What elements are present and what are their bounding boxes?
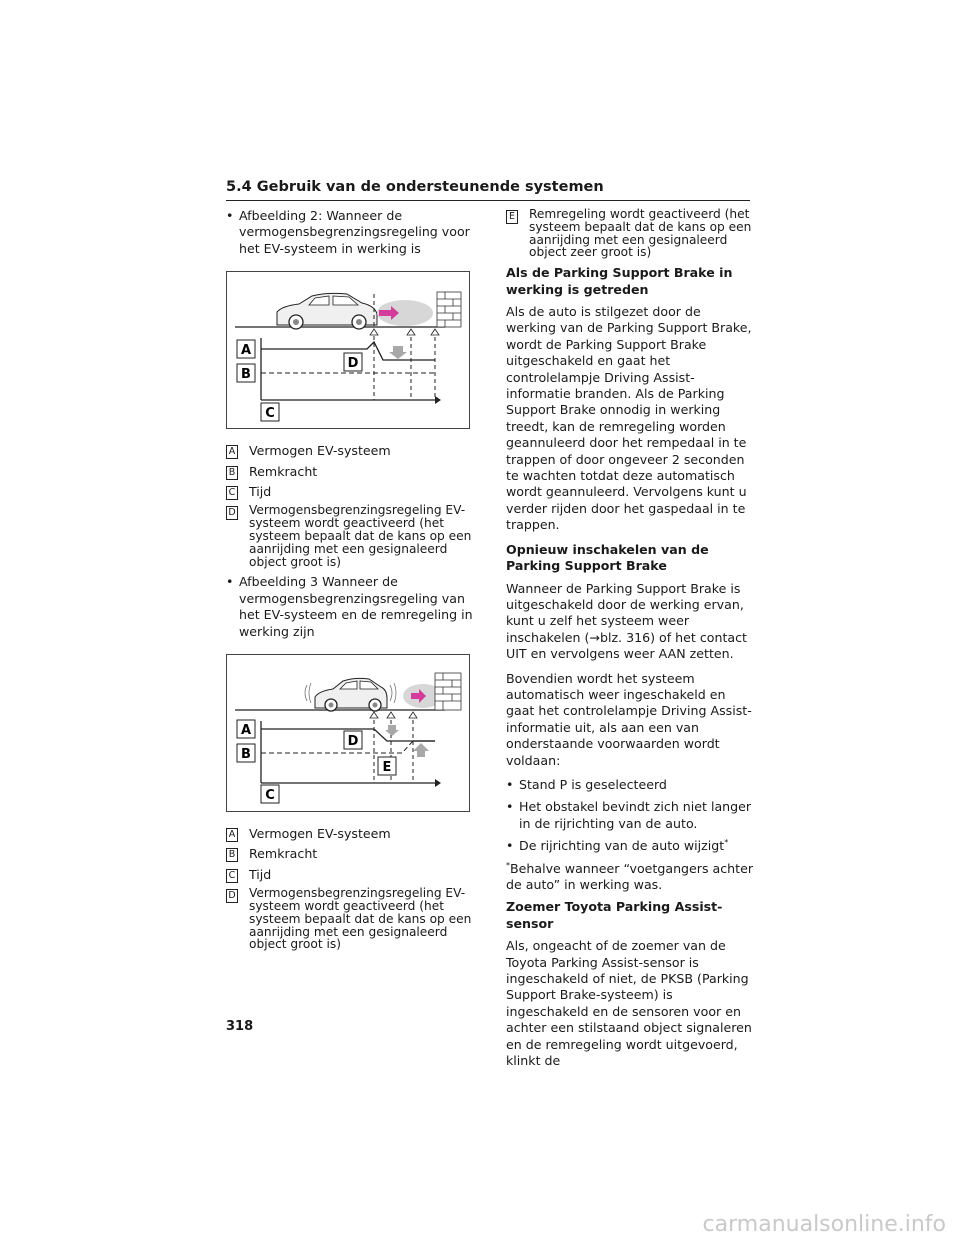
- list-item: • De rijrichting van de auto wijzigt*: [506, 838, 729, 854]
- bullet-icon: •: [506, 776, 514, 792]
- wall-icon: [437, 292, 461, 327]
- footnote: *Behalve wanneer “voetgangers achter de auto” in werking was.: [506, 860, 754, 892]
- svg-text:D: D: [347, 734, 359, 750]
- svg-text:D: D: [347, 356, 359, 372]
- watermark: carmanualsonline.info: [702, 1212, 946, 1237]
- label-b: [237, 744, 255, 762]
- svg-text:A: A: [240, 723, 252, 739]
- right-column: [506, 208, 754, 1077]
- left-column: [226, 208, 474, 955]
- legend-item: B Remkracht: [226, 846, 474, 862]
- legend-item: E Remregeling wordt geactiveerd (het systeem bepaalt dat de kans op een aanrijding met een gesignaleerd object zeer groot is): [506, 208, 754, 259]
- label-a: [237, 340, 255, 358]
- legend-figure-3: [226, 826, 474, 951]
- label-a: [237, 720, 255, 738]
- list-item: • Stand P is geselecteerd: [506, 776, 667, 792]
- paragraph: Bovendien wordt het systeem automatisch weer ingeschakeld en gaat het controlelampje Driving Assist-informatie uit, als aan een van onderstaande voorwaarden wordt voldaan:: [506, 670, 752, 768]
- legend-item: D Vermogensbegrenzingsregeling EV-systeem wordt geactiveerd (het systeem bepaalt dat de kans op een aanrijding met een gesignaleerd object groot is): [226, 887, 474, 951]
- section-heading: Zoemer Toyota Parking Assist-sensor: [506, 899, 723, 931]
- paragraph: Wanneer de Parking Support Brake is uitgeschakeld door de werking ervan, kunt u zelf het systeem weer inschakelen (→blz. 316) of het contact UIT en vervolgens weer AAN zetten.: [506, 580, 747, 662]
- car-icon: [277, 294, 377, 330]
- list-item: • Afbeelding 3 Wanneer de vermogensbegrenzingsregeling van het EV-systeem en de remregeling in werking zijn: [226, 574, 473, 639]
- wall-icon: [435, 673, 461, 710]
- footnote-marker: *: [724, 838, 729, 847]
- figure-3-diagram: [226, 654, 470, 812]
- svg-text:A: A: [240, 343, 252, 359]
- page-number: 318: [226, 1019, 254, 1034]
- list-item: • Afbeelding 2: Wanneer de vermogensbegrenzingsregeling voor het EV-systeem in werking is: [226, 208, 470, 256]
- section-header: 5.4 Gebruik van de ondersteunende systemen: [226, 178, 750, 201]
- legend-item: D Vermogensbegrenzingsregeling EV-systeem wordt geactiveerd (het systeem bepaalt dat de kans op een aanrijding met een gesignaleerd object groot is): [226, 504, 474, 568]
- up-arrow-icon: [413, 743, 429, 757]
- legend-item: C Tijd: [226, 484, 474, 500]
- list-item: • Het obstakel bevindt zich niet langer in de rijrichting van de auto.: [506, 799, 752, 831]
- svg-text:B: B: [241, 747, 251, 763]
- figure-2-diagram: [226, 271, 470, 429]
- svg-text:C: C: [265, 406, 275, 422]
- legend-item: A Vermogen EV-systeem: [226, 826, 474, 842]
- label-d: [344, 353, 362, 371]
- bullet-icon: •: [506, 799, 514, 815]
- bullet-icon: •: [226, 574, 234, 590]
- svg-text:C: C: [265, 788, 275, 804]
- paragraph: Als de auto is stilgezet door de werking van de Parking Support Brake, wordt de Parking Support Brake uitgeschakeld en gaat het controlelampje Driving Assist-informatie branden. Als de Parking Support Brake onnodig in werking treedt, kan de remregeling worden geannuleerd door het rempedaal in te trappen of door ongeveer 2 seconden te wachten totdat deze automatisch wordt geannuleerd. Vervolgens kunt u verder rijden door het gaspedaal in te trappen.: [506, 304, 752, 533]
- label-b: [237, 364, 255, 382]
- legend-item: B Remkracht: [226, 464, 474, 480]
- svg-text:B: B: [241, 367, 251, 383]
- label-c: [261, 403, 279, 421]
- car-icon: [315, 678, 387, 711]
- legend-item: A Vermogen EV-systeem: [226, 443, 474, 459]
- section-heading: Als de Parking Support Brake in werking is getreden: [506, 265, 733, 297]
- svg-text:E: E: [382, 760, 392, 776]
- down-arrow-icon: [389, 346, 407, 359]
- label-e: [378, 757, 396, 775]
- section-heading: Opnieuw inschakelen van de Parking Support Brake: [506, 541, 709, 574]
- down-arrow-icon: [385, 725, 399, 736]
- label-d: [344, 731, 362, 749]
- legend-figure-2: [226, 443, 474, 568]
- paragraph: Als, ongeacht of de zoemer van de Toyota Parking Assist-sensor is ingeschakeld of niet, de PKSB (Parking Support Brake-systeem) is ingeschakeld en de sensoren voor en achter een stilstaand object signaleren en de remregeling wordt uitgevoerd, klinkt de: [506, 938, 752, 1069]
- label-c: [261, 785, 279, 803]
- bullet-icon: •: [226, 208, 234, 223]
- bullet-icon: •: [506, 838, 514, 854]
- legend-item: C Tijd: [226, 867, 474, 883]
